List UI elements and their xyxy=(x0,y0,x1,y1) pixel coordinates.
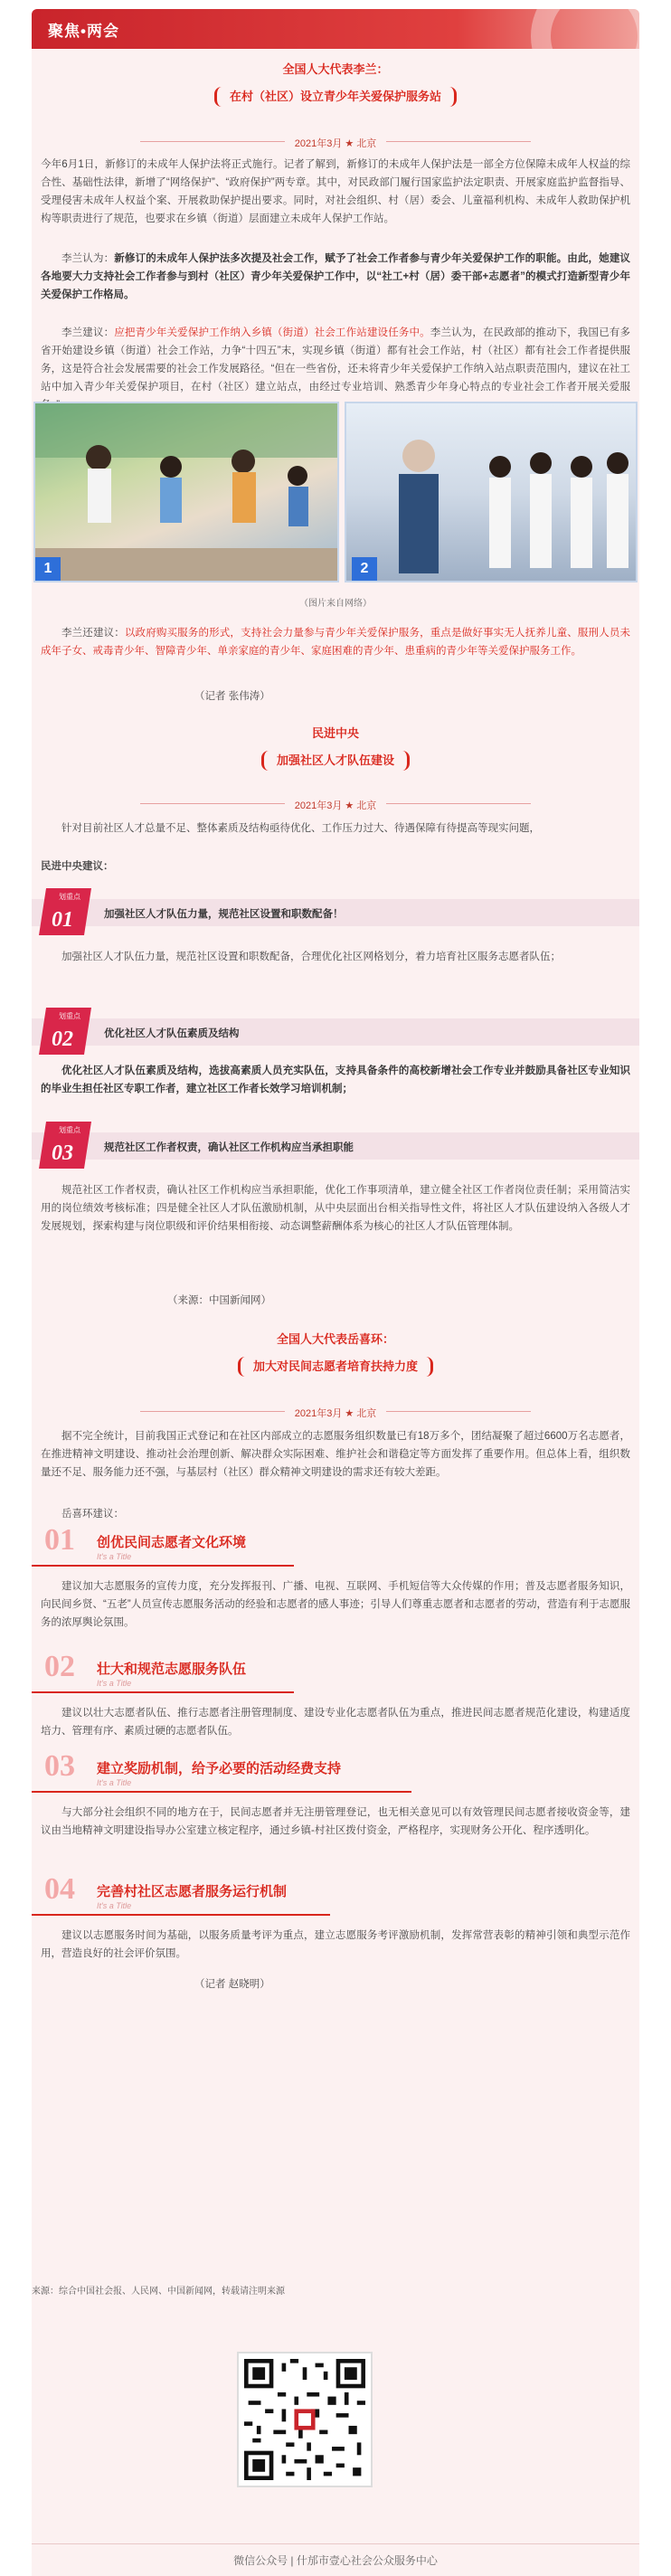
s3-title-line1: 全国人大代表岳喜环： xyxy=(276,1332,395,1346)
s2-point-1-body: 加强社区人才队伍力量，规范社区设置和职数配备，合理优化社区网格划分，着力培育社区服务志愿者队伍； xyxy=(61,952,561,962)
s3-item-2-subtitle: It's a Title xyxy=(97,1679,132,1688)
s3-item-3-number: 03 xyxy=(44,1749,75,1783)
tag-word: 划重点 xyxy=(59,893,80,901)
s3-item-2-underline xyxy=(32,1691,294,1693)
divider xyxy=(386,803,531,804)
s2-point-3-body: 规范社区工作者权责，确认社区工作机构应当承担职能，优化工作事项清单，建立健全社区工作者岗位责任制；采用简洁实用的岗位绩效考核标准；四是健全社区人才队伍激励机制，从中央层面出台相关指导性文件，将社区人才队伍建设纳入各级人才发展规划，探索构建与岗位职级和评价结果相衔接、动态调整薪酬体系为核心的社区人才队伍管理体制。 xyxy=(41,1185,630,1232)
s3-item-4-subtitle: It's a Title xyxy=(97,1901,132,1910)
s2-point-3-tag xyxy=(39,1122,91,1165)
s2-title-line2: 加强社区人才队伍建设 xyxy=(261,751,410,771)
s2-point-2-tag xyxy=(39,1008,91,1051)
s1-paragraph-2: 李兰认为：新修订的未成年人保护法多次提及社会工作，赋予了社会工作者参与青少年关爱保护工作的职能。由此，她建议各地要大力支持社会工作者参与到村（社区）青少年关爱保护工作中，以“社工+村（居）委干部+志愿者”的模式打造新型青少年关爱保护工作格局。 xyxy=(41,253,631,300)
s3-item-3-subtitle: It's a Title xyxy=(97,1778,132,1787)
s3-item-4-heading: 完善村社区志愿者服务运行机制 xyxy=(97,1884,288,1899)
s2-title xyxy=(261,724,410,771)
s2-point-2-body: 优化社区人才队伍素质及结构，选拔高素质人员充实队伍，支持具备条件的高校新增社会工作专业并鼓励具备社区专业知识的毕业生担任社区专职工作者，建立社区工作者长效学习培训机制； xyxy=(41,1065,630,1094)
s3-item-4-number: 04 xyxy=(44,1872,75,1906)
s2-source: （来源：中国新闻网） xyxy=(167,1295,271,1306)
s3-item-1-subtitle: It's a Title xyxy=(97,1552,132,1561)
s3-item-4-underline xyxy=(32,1914,330,1916)
s3-title-line2: 加大对民间志愿者培育扶持力度 xyxy=(238,1357,433,1377)
divider xyxy=(140,1411,285,1412)
article-body xyxy=(32,49,639,2563)
s2-point-3-label: 规范社区工作者权责，确认社区工作机构应当承担职能 xyxy=(104,1142,354,1153)
photo-children-game xyxy=(33,402,339,582)
source-line: 来源：综合中国社会报、人民网、中国新闻网，转载请注明来源 xyxy=(32,2287,285,2297)
divider xyxy=(140,803,285,804)
s3-item-4-body: 建议以志愿服务时间为基础，以服务质量考评为重点，建立志愿服务考评激励机制，发挥常营表彰的精神引领和典型示范作用，营造良好的社会评价氛围。 xyxy=(41,1930,630,1959)
tag-number: 03 xyxy=(52,1141,73,1165)
photo-students-visit xyxy=(345,402,638,582)
s3-item-2-heading: 壮大和规范志愿服务队伍 xyxy=(97,1662,247,1677)
qr-pattern xyxy=(244,2359,365,2480)
s1-paragraph-1: 今年6月1日，新修订的未成年人保护法将正式施行。记者了解到，新修订的未成年人保护法是一部全方位保障未成年人权益的综合性、基础性法律，新增了“网络保护”、“政府保护”两专章。其中，对民政部门履行国家监护法定职责、开展家庭监护监督指导、受理侵害未成年人权益个案、开展救助保护提出要求。同时，对社会组织、村（居）委会、儿童福利机构、未成年人救助保护机构等职责进行了规范，也要求在乡镇（街道）层面建立未成年人保护工作站。 xyxy=(41,159,630,224)
s3-item-2-body: 建议以壮大志愿者队伍、推行志愿者注册管理制度、建设专业化志愿者队伍为重点，推进民间志愿者规范化建设，构建适度培力、管理有序、素质过硬的志愿者队伍。 xyxy=(41,1708,630,1737)
tag-number: 02 xyxy=(52,1028,73,1051)
s3-item-1-heading: 创优民间志愿者文化环境 xyxy=(97,1535,247,1550)
photo-illustration xyxy=(35,403,339,582)
s2-date: 2021年3月 ★ 北京 xyxy=(294,800,377,811)
divider xyxy=(140,141,285,142)
tag-word: 划重点 xyxy=(59,1126,80,1134)
s1-reporter: （记者 张伟涛） xyxy=(194,691,270,702)
s3-item-1-body: 建议加大志愿服务的宣传力度，充分发挥报刊、广播、电视、互联网、手机短信等大众传媒的作用；普及志愿者服务知识，向民间乡贤、“五老”人员宣传志愿服务活动的经验和志愿者的感人事迹；引导人们尊重志愿者和志愿者的劳动，营造有利于志愿服务的浓厚舆论氛围。 xyxy=(41,1581,630,1628)
s3-item-1-number: 01 xyxy=(44,1523,75,1557)
s2-paragraph-1: 针对目前社区人才总量不足、整体素质及结构亟待优化、工作压力过大、待遇保障有待提高等现实问题， xyxy=(61,823,540,834)
section-banner xyxy=(32,9,639,49)
s2-title-line1: 民进中央 xyxy=(311,726,360,740)
s2-point-1-label: 加强社区人才队伍力量，规范社区设置和职数配备！ xyxy=(104,909,344,920)
s1-paragraph-3: 李兰建议：应把青少年关爱保护工作纳入乡镇（街道）社会工作站建设任务中。李兰认为，在民政部的推动下，我国已有多省开始建设乡镇（街道）社会工作站，力争“十四五”末，实现乡镇（街道）都有社会工作站，村（社区）都有社会工作者提供服务，这是符合社会发展需要的社会工作发展路径。“但在一些省份，还未将青少年关爱保护工作纳入站点职责范围内，建议在社工站中加入青少年关爱保护项目，在村（社区）建立站点，由经过专业培训、熟悉青少年身心特点的专业社会工作者开展关爱服 xyxy=(41,327,631,393)
banner-decoration xyxy=(531,9,639,49)
s3-item-2-number: 02 xyxy=(44,1650,75,1683)
footer: 微信公众号 | 什邡市壹心社会公众服务中心 xyxy=(32,2543,639,2576)
s3-paragraph-1: 据不完全统计，目前我国正式登记和在社区内部成立的志愿服务组织数量已有18万多个，团结凝聚了超过6600万名志愿者，在推进精神文明建设、推动社会治理创新、解决群众实际困难、维护社会和谐稳定等方面发挥了重要作用。但总体上看，组织数量还不足、服务能力还不强，与基层村（社区）群众精神文明建设的需求还有较大差距。 xyxy=(41,1431,630,1478)
divider xyxy=(386,1411,531,1412)
tag-word: 划重点 xyxy=(59,1012,80,1020)
s2-point-2-label: 优化社区人才队伍素质及结构 xyxy=(104,1028,240,1039)
s3-item-3-underline xyxy=(32,1791,411,1793)
photo-badge-1: 1 xyxy=(35,557,61,581)
s3-reporter: （记者 赵晓明） xyxy=(194,1979,270,1990)
s3-item-3-body: 与大部分社会组织不同的地方在于，民间志愿者并无注册管理登记，也无相关意见可以有效管理民间志愿者接收资金等，建议由当地精神文明建设指导办公室建立核定程序，通过乡镇-村社区拨付资金，严格程序，实现财务公开化、程序透明化。 xyxy=(41,1807,630,1836)
photo-illustration xyxy=(346,403,638,582)
s3-item-1-underline xyxy=(32,1565,294,1567)
s1-paragraph-4: 李兰还建议：以政府购买服务的形式，支持社会力量参与青少年关爱保护服务，重点是做好事实无人抚养儿童、服刑人员未成年子女、戒毒青少年、智障青少年、单亲家庭的青少年、家庭困难的青少年、患重病的青少年等关爱保护服务工作。 xyxy=(41,628,630,657)
s1-title-line1: 全国人大代表李兰： xyxy=(282,62,389,76)
s3-date: 2021年3月 ★ 北京 xyxy=(294,1408,377,1419)
divider xyxy=(386,141,531,142)
s1-title-line2: 在村（社区）设立青少年关爱保护服务站 xyxy=(214,87,457,107)
photo-badge-2: 2 xyxy=(352,557,377,581)
s3-title xyxy=(238,1330,433,1377)
tag-number: 01 xyxy=(52,908,73,932)
s1-date: 2021年3月 ★ 北京 xyxy=(294,138,377,149)
qr-code xyxy=(237,2352,373,2487)
photo-caption: （图片来自网络） xyxy=(299,599,372,609)
s2-suggest-label: 民进中央建议： xyxy=(41,861,114,872)
banner-title: 聚焦•两会 xyxy=(48,23,119,40)
s2-point-1-tag xyxy=(39,888,91,932)
s3-item-3-heading: 建立奖励机制，给予必要的活动经费支持 xyxy=(97,1761,342,1776)
s1-title xyxy=(214,60,457,107)
s3-suggest-label: 岳喜环建议： xyxy=(61,1509,124,1520)
